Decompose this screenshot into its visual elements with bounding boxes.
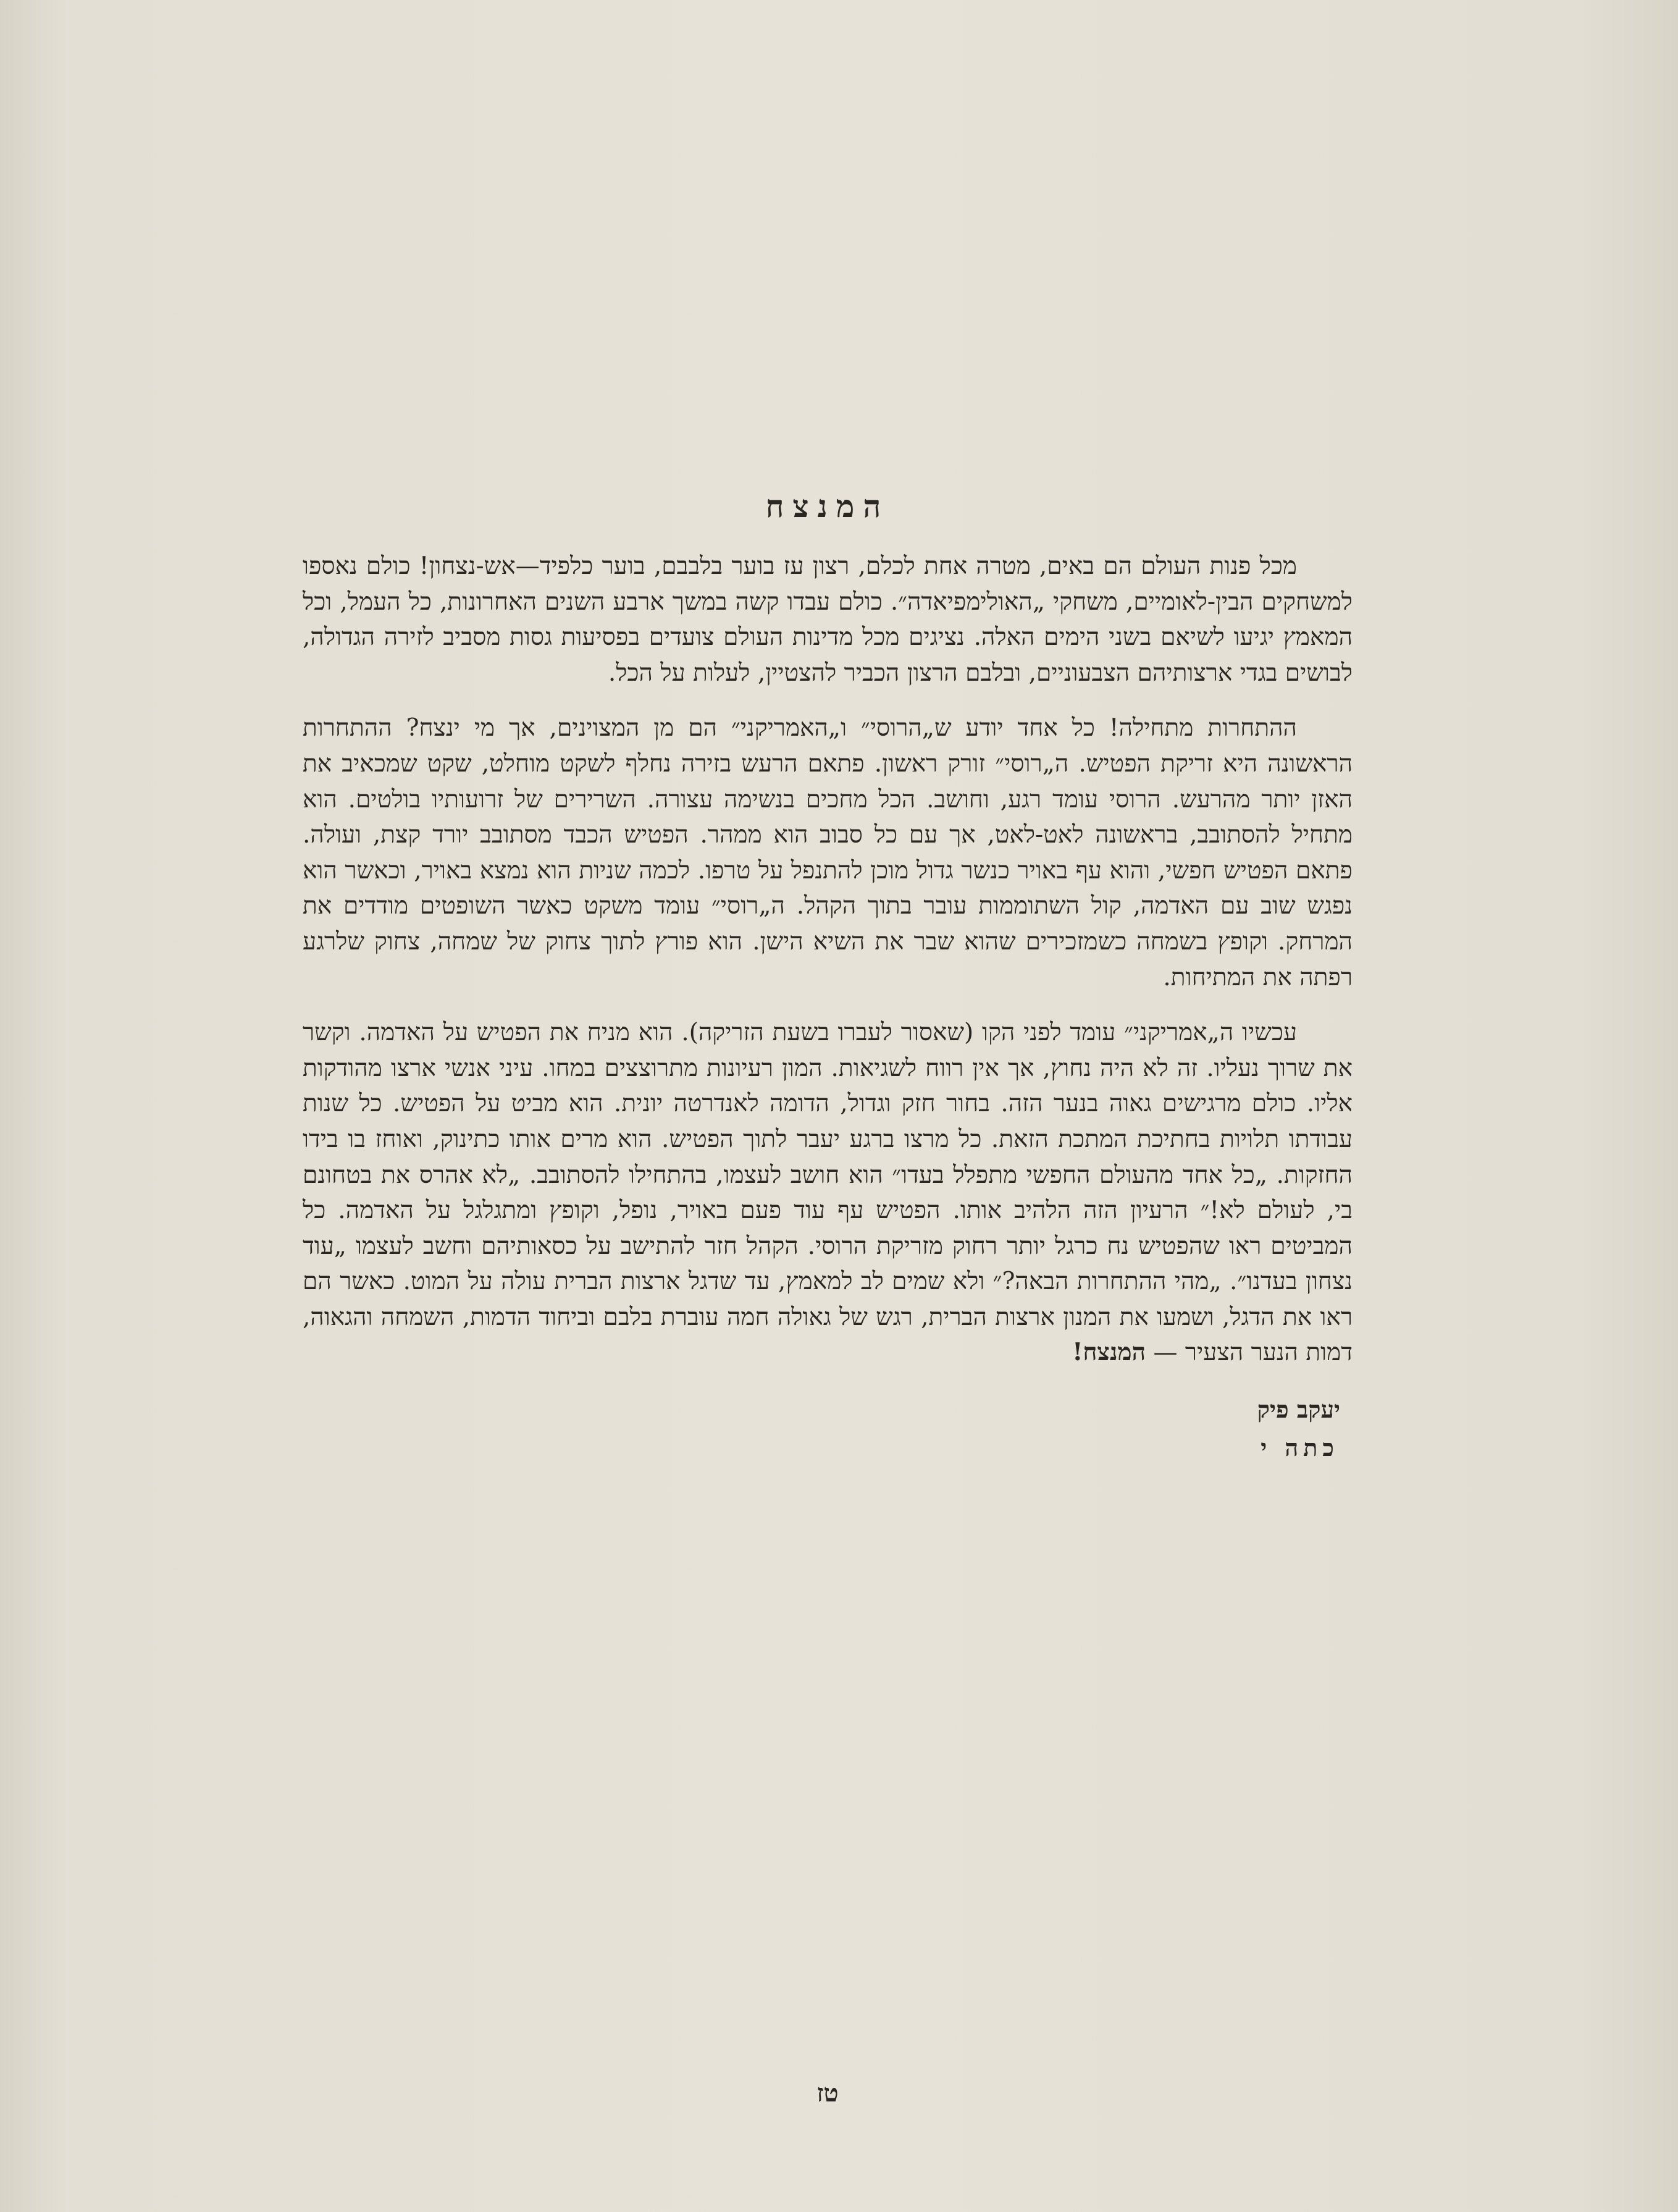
paragraph-3-closing: המנצח! [1072,1338,1146,1367]
paragraph-1 [303,549,1353,691]
paragraph-3-text: עכשיו ה„אמריקני״ עומד לפני הקו (שאסור לעברו בשעת הזריקה). הוא מניח את הפטיש על האדמה. וקשר את שרוך נעליו. זה לא היה נחוץ, אך אין רווח לשגיאות. המון רעיונות מתרוצצים במחו. עיני אנשי ארצו מהודקות אליו. כולם מרגישים גאוה בנער הזה. בחור חזק וגדול, הדומה לאנדרטה יונית. הוא מביט על הפטיש. כל שנות עבודתו תלויות בחתיכת המתכת הזאת. כל מרצו ברגע יעבר לתוך הפטיש. הוא מרים אותו כתינוק, ואוחז בו בידו החזקות. „כל אחד מהעולם החפשי מתפלל בעדו״ הוא חושב לעצמו, בהתחילו להסתובב. „לא אהרס את בטחונם בי, לעולם לא!״ הרעיון הזה הלהיב אותו. הפטיש עף עוד פעם באויר, נופל, וקופץ ומתגלגל על האדמה. כל המביטים ראו שהפטיש נח כרגל יותר רחוק מזריקת הרוסי. הקהל חזר להתישב על כסאותיהם וחשב לעצמו „עוד נצחון בעדנו״. „מהי ההתחרות הבאה?״ ולא שמים לב למאמץ, עד שדגל ארצות הברית עולה על המוט. כאשר הם ראו את הדגל, ושמעו את המנון ארצות הברית, רגש של גאולה חמה עוברת בלבם וביחוד הדמות, השמחה והגאוה, דמות הנער הצעיר — [303,1019,1353,1367]
paragraph-3 [303,1015,1353,1371]
paragraph-2-text: ההתחרות מתחילה! כל אחד יודע ש„הרוסי״ ו„האמריקני״ הם מן המצוינים, אך מי ינצח? ההתחרות הראשונה היא זריקת הפטיש. ה„רוסי״ זורק ראשון. פתאם הרעש בזירה נחלף לשקט מוחלט, שקט שמכאיב את האזן יותר מהרעש. הרוסי עומד רגע, וחושב. הכל מחכים בנשימה עצורה. השרירים של זרועותיו בולטים. הוא מתחיל להסתובב, בראשונה לאט-לאט, אך עם כל סבוב הוא ממהר. הפטיש הכבד מסתובב יורד קצת, ועולה. פתאם הפטיש חפשי, והוא עף באויר כנשר גדול מוכן להתנפל על טרפו. לכמה שניות הוא נמצא באויר, וכאשר הוא נפגש שוב עם האדמה, קול השתוממות עובר בתוך הקהל. ה„רוסי״ עומד משקט כאשר השופטים מודדים את המרחק. וקופץ בשמחה כשמזכירים שהוא שבר את השיא הישן. הוא פורץ לתוך צחוק של שמחה, צחוק שלרגע רפתה את המתיחות. [303,714,1353,991]
article-title: המנצח [765,488,890,524]
article [303,482,1353,1467]
paragraph-2 [303,710,1353,995]
author-name: יעקב פיק [1257,1395,1340,1424]
signature-block [303,1390,1353,1467]
page-number: טז [816,2079,839,2108]
author-class: כתה י [1261,1434,1339,1462]
paragraph-1-text: מכל פנות העולם הם באים, מטרה אחת לכלם, רצון עז בוער בלבבם, בוער כלפיד—אש-נצחון! כולם נאספו למשחקים הבין-לאומיים, משחקי „האולימפיאדה״. כולם עבדו קשה במשך ארבע השנים האחרונות, כל העמל, וכל המאמץ יגיעו לשיאם בשני הימים האלה. נציגים מכל מדינות העולם צועדים בפסיעות גסות מסביב לזירה הגדולה, לבושים בגדי ארצותיהם הצבעוניים, ובלבם הרצון הכביר להצטיין, לעלות על הכל. [303,552,1353,687]
